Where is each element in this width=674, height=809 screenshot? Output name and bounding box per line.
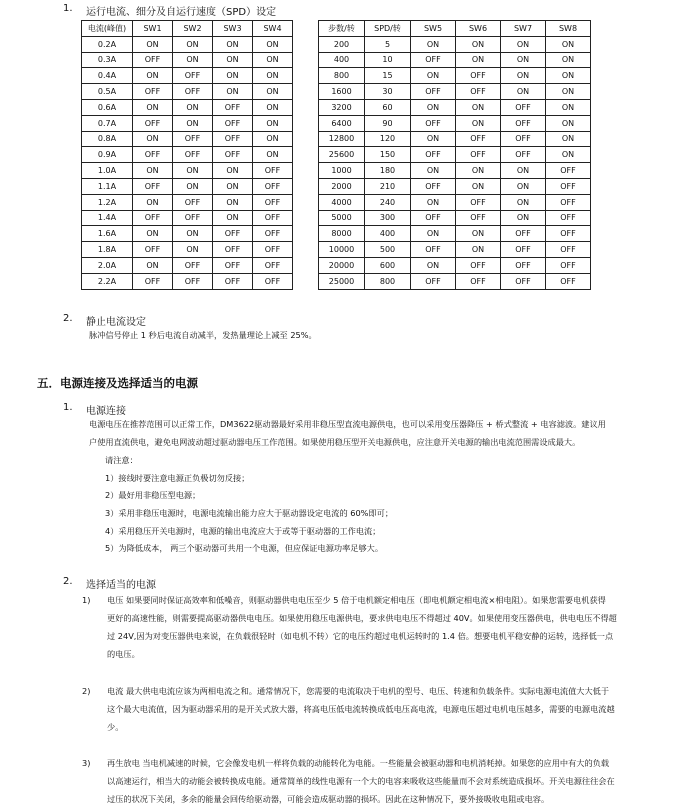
- table-cell: 300: [365, 210, 411, 226]
- table-cell: 0.4A: [82, 68, 133, 84]
- table-cell: OFF: [456, 131, 501, 147]
- step-table-row: [319, 226, 591, 242]
- table-cell: 200: [319, 36, 365, 52]
- table-cell: ON: [253, 84, 293, 100]
- current-table-row: [82, 84, 293, 100]
- item3-line: 过压的状况下关闭，多余的能量会回传给驱动器，可能会造成驱动器的损坏。因此在这种情况下，要外接吸收电阻或电容。: [107, 794, 550, 804]
- table-cell: OFF: [546, 178, 591, 194]
- section2-text: 脉冲信号停止 1 秒后电流自动减半，发热量理论上减至 25%。: [89, 330, 317, 340]
- table-cell: ON: [501, 194, 546, 210]
- step-table-row: [319, 242, 591, 258]
- sub2-title: 选择适当的电源: [86, 580, 156, 591]
- table-cell: 0.8A: [82, 131, 133, 147]
- table-cell: OFF: [213, 147, 253, 163]
- table-cell: 0.7A: [82, 115, 133, 131]
- table-cell: 180: [365, 163, 411, 179]
- table-cell: OFF: [253, 257, 293, 273]
- table-cell: 5000: [319, 210, 365, 226]
- table-header-cell: SW3: [213, 21, 253, 37]
- table-cell: ON: [173, 115, 213, 131]
- table-cell: ON: [173, 163, 213, 179]
- table-cell: OFF: [213, 273, 253, 289]
- table-cell: OFF: [456, 194, 501, 210]
- table-cell: 600: [365, 257, 411, 273]
- chapter5-title: 五．电源连接及选择适当的电源: [37, 376, 198, 390]
- table-cell: OFF: [213, 257, 253, 273]
- item1-line: 电压 如果要同时保证高效率和低噪音，则驱动器供电电压至少 5 倍于电机额定相电压（即电机额定相电流×相电阻）。如果您需要电机获得: [107, 595, 606, 605]
- table-cell: OFF: [173, 257, 213, 273]
- table-cell: 0.5A: [82, 84, 133, 100]
- table-header-cell: SPD/转: [365, 21, 411, 37]
- table-cell: ON: [133, 131, 173, 147]
- table-cell: ON: [213, 84, 253, 100]
- table-cell: ON: [173, 242, 213, 258]
- table-cell: ON: [546, 36, 591, 52]
- step-table-row: [319, 257, 591, 273]
- table-header-cell: SW7: [501, 21, 546, 37]
- table-cell: OFF: [253, 210, 293, 226]
- table-cell: ON: [173, 178, 213, 194]
- current-table-row: [82, 52, 293, 68]
- table-cell: 210: [365, 178, 411, 194]
- table-cell: 1.6A: [82, 226, 133, 242]
- table-cell: OFF: [501, 226, 546, 242]
- note-item: 3）采用非稳压电源时，电源电流输出能力应大于驱动器设定电流的 60%即可；: [105, 508, 394, 518]
- table-cell: ON: [213, 163, 253, 179]
- step-table-row: [319, 147, 591, 163]
- section1-title: 运行电流、细分及自运行速度（SPD）设定: [86, 7, 277, 18]
- table-cell: ON: [456, 226, 501, 242]
- table-cell: OFF: [133, 178, 173, 194]
- table-cell: OFF: [253, 273, 293, 289]
- item2-line: 少。: [107, 722, 124, 732]
- table-cell: ON: [253, 52, 293, 68]
- table-cell: 10: [365, 52, 411, 68]
- current-table-row: [82, 36, 293, 52]
- table-cell: ON: [253, 131, 293, 147]
- item2-line: 这个最大电流值，因为驱动器采用的是开关式放大器，将高电压低电流转换成低电压高电流，电源电压超过电机电压越多，需要的电源电流越: [107, 704, 615, 714]
- table-cell: 0.6A: [82, 99, 133, 115]
- table-cell: ON: [546, 84, 591, 100]
- section2-title: 静止电流设定: [86, 317, 146, 328]
- table-cell: ON: [213, 68, 253, 84]
- table-cell: 12800: [319, 131, 365, 147]
- table-cell: OFF: [411, 115, 456, 131]
- table-cell: OFF: [501, 257, 546, 273]
- table-header-row: [319, 21, 591, 37]
- sub2-number: 2.: [63, 576, 73, 587]
- table-cell: 0.9A: [82, 147, 133, 163]
- table-cell: OFF: [213, 99, 253, 115]
- table-cell: OFF: [546, 273, 591, 289]
- table-cell: OFF: [213, 131, 253, 147]
- table-cell: 800: [319, 68, 365, 84]
- table-cell: ON: [253, 115, 293, 131]
- table-cell: OFF: [173, 147, 213, 163]
- table-cell: 1.4A: [82, 210, 133, 226]
- table-cell: OFF: [173, 68, 213, 84]
- table-cell: 1.2A: [82, 194, 133, 210]
- table-cell: 1.1A: [82, 178, 133, 194]
- table-cell: ON: [546, 147, 591, 163]
- section2-number: 2.: [63, 313, 73, 324]
- table-cell: OFF: [173, 194, 213, 210]
- table-cell: 10000: [319, 242, 365, 258]
- table-cell: OFF: [173, 273, 213, 289]
- table-cell: 5: [365, 36, 411, 52]
- table-cell: OFF: [133, 52, 173, 68]
- table-cell: OFF: [411, 52, 456, 68]
- table-cell: ON: [133, 163, 173, 179]
- table-header-cell: SW4: [253, 21, 293, 37]
- table-cell: 400: [365, 226, 411, 242]
- table-cell: OFF: [546, 210, 591, 226]
- table-cell: ON: [411, 226, 456, 242]
- table-cell: OFF: [456, 210, 501, 226]
- item3-line: 再生放电 当电机减速的时候，它会像发电机一样将负载的动能转化为电能。一些能量会被驱动器和电机消耗掉。如果您的应用中有大的负载: [107, 758, 610, 768]
- step-table-row: [319, 36, 591, 52]
- current-table-row: [82, 210, 293, 226]
- table-cell: 60: [365, 99, 411, 115]
- table-cell: ON: [546, 131, 591, 147]
- table-cell: ON: [546, 68, 591, 84]
- table-cell: ON: [133, 226, 173, 242]
- table-cell: OFF: [501, 147, 546, 163]
- table-cell: OFF: [253, 242, 293, 258]
- current-table-row: [82, 68, 293, 84]
- table-cell: OFF: [253, 163, 293, 179]
- table-cell: 0.2A: [82, 36, 133, 52]
- table-cell: ON: [456, 178, 501, 194]
- table-cell: OFF: [133, 147, 173, 163]
- table-header-cell: 步数/转: [319, 21, 365, 37]
- table-cell: OFF: [173, 210, 213, 226]
- table-cell: ON: [253, 99, 293, 115]
- table-cell: ON: [411, 163, 456, 179]
- step-table-row: [319, 99, 591, 115]
- table-cell: ON: [213, 52, 253, 68]
- table-cell: OFF: [501, 131, 546, 147]
- table-cell: OFF: [411, 147, 456, 163]
- table-cell: ON: [546, 115, 591, 131]
- table-cell: 150: [365, 147, 411, 163]
- table-cell: 8000: [319, 226, 365, 242]
- table-cell: OFF: [133, 242, 173, 258]
- table-cell: ON: [173, 52, 213, 68]
- step-table-row: [319, 131, 591, 147]
- table-header-cell: SW1: [133, 21, 173, 37]
- table-cell: ON: [411, 194, 456, 210]
- sub1-line2: 户使用直流供电，避免电网波动超过驱动器电压工作范围。如果使用稳压型开关电源供电，应注意开关电源的输出电流范围需设成最大。: [89, 437, 581, 447]
- current-table-row: [82, 257, 293, 273]
- table-cell: OFF: [456, 257, 501, 273]
- step-table-row: [319, 194, 591, 210]
- note-item: 5）为降低成本， 两三个驱动器可共用一个电源，但应保证电源功率足够大。: [105, 543, 384, 553]
- table-cell: ON: [546, 99, 591, 115]
- table-cell: ON: [253, 68, 293, 84]
- item3-line: 以高速运行，相当大的动能会被转换成电能。通常简单的线性电源有一个大的电容来吸收这些能量而不会对系统造成损坏。开关电源往往会在: [107, 776, 615, 786]
- sub1-number: 1.: [63, 402, 73, 413]
- current-table-row: [82, 99, 293, 115]
- table-header-cell: SW6: [456, 21, 501, 37]
- table-header-cell: 电流(峰值): [82, 21, 133, 37]
- table-cell: ON: [253, 36, 293, 52]
- table-cell: 6400: [319, 115, 365, 131]
- table-cell: ON: [411, 36, 456, 52]
- item-number: 3): [82, 758, 91, 768]
- table-cell: ON: [501, 210, 546, 226]
- step-table-row: [319, 68, 591, 84]
- table-cell: ON: [501, 36, 546, 52]
- current-setting-table: [81, 20, 293, 290]
- current-table-row: [82, 163, 293, 179]
- table-cell: OFF: [411, 273, 456, 289]
- table-cell: 0.3A: [82, 52, 133, 68]
- microstep-setting-table: [318, 20, 591, 290]
- table-cell: ON: [133, 68, 173, 84]
- table-header-cell: SW8: [546, 21, 591, 37]
- table-header-cell: SW5: [411, 21, 456, 37]
- table-cell: ON: [213, 194, 253, 210]
- table-cell: OFF: [456, 147, 501, 163]
- table-cell: 2000: [319, 178, 365, 194]
- table-cell: 90: [365, 115, 411, 131]
- table-cell: 4000: [319, 194, 365, 210]
- current-table-row: [82, 242, 293, 258]
- table-cell: ON: [133, 36, 173, 52]
- item1-line: 更好的高速性能，则需要提高驱动器供电电压。如果使用稳压电源供电，要求供电电压不得超过 40V。如果使用变压器供电，供电电压不得超: [107, 613, 617, 623]
- table-cell: 15: [365, 68, 411, 84]
- table-cell: 25000: [319, 273, 365, 289]
- table-cell: ON: [133, 257, 173, 273]
- table-cell: OFF: [253, 226, 293, 242]
- table-cell: OFF: [546, 194, 591, 210]
- table-cell: ON: [411, 99, 456, 115]
- table-cell: ON: [411, 131, 456, 147]
- table-cell: OFF: [411, 242, 456, 258]
- current-table-row: [82, 131, 293, 147]
- table-cell: 25600: [319, 147, 365, 163]
- table-cell: 2.2A: [82, 273, 133, 289]
- table-cell: ON: [501, 178, 546, 194]
- note-item: 1）接线时要注意电源正负极切勿反接；: [105, 473, 250, 483]
- table-header-row: [82, 21, 293, 37]
- table-cell: 800: [365, 273, 411, 289]
- table-cell: OFF: [133, 115, 173, 131]
- step-table-row: [319, 210, 591, 226]
- table-cell: OFF: [501, 273, 546, 289]
- step-table-row: [319, 163, 591, 179]
- table-cell: OFF: [501, 242, 546, 258]
- table-cell: ON: [173, 99, 213, 115]
- table-cell: OFF: [456, 273, 501, 289]
- table-cell: ON: [456, 99, 501, 115]
- step-table-row: [319, 115, 591, 131]
- current-table-row: [82, 273, 293, 289]
- item1-line: 的电压。: [107, 649, 140, 659]
- table-cell: OFF: [546, 226, 591, 242]
- table-cell: OFF: [501, 115, 546, 131]
- table-cell: ON: [501, 84, 546, 100]
- table-cell: OFF: [213, 115, 253, 131]
- table-cell: 2.0A: [82, 257, 133, 273]
- item-number: 1): [82, 595, 91, 605]
- current-table-row: [82, 178, 293, 194]
- table-cell: OFF: [456, 68, 501, 84]
- note-item: 4）采用稳压开关电源时，电源的输出电流应大于或等于驱动器的工作电流；: [105, 526, 381, 536]
- table-cell: OFF: [546, 163, 591, 179]
- table-cell: 500: [365, 242, 411, 258]
- table-cell: OFF: [546, 242, 591, 258]
- table-cell: OFF: [133, 84, 173, 100]
- table-cell: ON: [213, 178, 253, 194]
- sub1-line1: 电源电压在推荐范围可以正常工作，DM3622驱动器最好采用非稳压型直流电源供电，也可以采用变压器降压 + 桥式整流 + 电容滤波。建议用: [89, 419, 606, 429]
- table-cell: 1600: [319, 84, 365, 100]
- table-cell: OFF: [173, 131, 213, 147]
- table-cell: ON: [411, 257, 456, 273]
- table-cell: 240: [365, 194, 411, 210]
- table-cell: ON: [173, 36, 213, 52]
- note-label: 请注意：: [105, 455, 138, 465]
- table-cell: OFF: [213, 242, 253, 258]
- table-cell: 1.8A: [82, 242, 133, 258]
- table-cell: OFF: [213, 226, 253, 242]
- current-table-row: [82, 147, 293, 163]
- table-cell: OFF: [133, 210, 173, 226]
- item1-line: 过 24V,因为对变压器供电来说，在负载很轻时（如电机不转）它的电压约超过电机运转时的 1.4 倍。想要电机平稳安静的运转，选择低一点: [107, 631, 614, 641]
- table-cell: 1000: [319, 163, 365, 179]
- table-cell: 3200: [319, 99, 365, 115]
- table-cell: ON: [133, 194, 173, 210]
- table-header-cell: SW2: [173, 21, 213, 37]
- current-table-row: [82, 226, 293, 242]
- table-cell: ON: [456, 52, 501, 68]
- item-number: 2): [82, 686, 91, 696]
- sub1-title: 电源连接: [86, 406, 126, 417]
- current-table-row: [82, 194, 293, 210]
- table-cell: OFF: [411, 178, 456, 194]
- table-cell: OFF: [253, 178, 293, 194]
- note-item: 2）最好用非稳压型电源；: [105, 490, 201, 500]
- table-cell: ON: [501, 163, 546, 179]
- current-table-row: [82, 115, 293, 131]
- table-cell: ON: [501, 68, 546, 84]
- table-cell: OFF: [133, 273, 173, 289]
- table-cell: ON: [213, 36, 253, 52]
- table-cell: OFF: [253, 194, 293, 210]
- table-cell: 1.0A: [82, 163, 133, 179]
- step-table-row: [319, 178, 591, 194]
- table-cell: ON: [456, 242, 501, 258]
- table-cell: ON: [456, 163, 501, 179]
- table-cell: OFF: [411, 210, 456, 226]
- item2-line: 电流 最大供电电流应该为两相电流之和。通常情况下，您需要的电流取决于电机的型号、电压、转速和负载条件。实际电源电流值大大低于: [107, 686, 610, 696]
- table-cell: 400: [319, 52, 365, 68]
- table-cell: ON: [253, 147, 293, 163]
- step-table-row: [319, 84, 591, 100]
- table-cell: OFF: [546, 257, 591, 273]
- table-cell: ON: [133, 99, 173, 115]
- table-cell: OFF: [456, 84, 501, 100]
- table-cell: 30: [365, 84, 411, 100]
- table-cell: OFF: [173, 84, 213, 100]
- table-cell: ON: [173, 226, 213, 242]
- table-cell: 20000: [319, 257, 365, 273]
- step-table-row: [319, 273, 591, 289]
- table-cell: ON: [456, 115, 501, 131]
- table-cell: ON: [501, 52, 546, 68]
- table-cell: ON: [411, 68, 456, 84]
- table-cell: ON: [546, 52, 591, 68]
- table-cell: OFF: [501, 99, 546, 115]
- table-cell: ON: [213, 210, 253, 226]
- table-cell: 120: [365, 131, 411, 147]
- step-table-row: [319, 52, 591, 68]
- table-cell: OFF: [411, 84, 456, 100]
- section1-number: 1.: [63, 3, 73, 14]
- table-cell: ON: [456, 36, 501, 52]
